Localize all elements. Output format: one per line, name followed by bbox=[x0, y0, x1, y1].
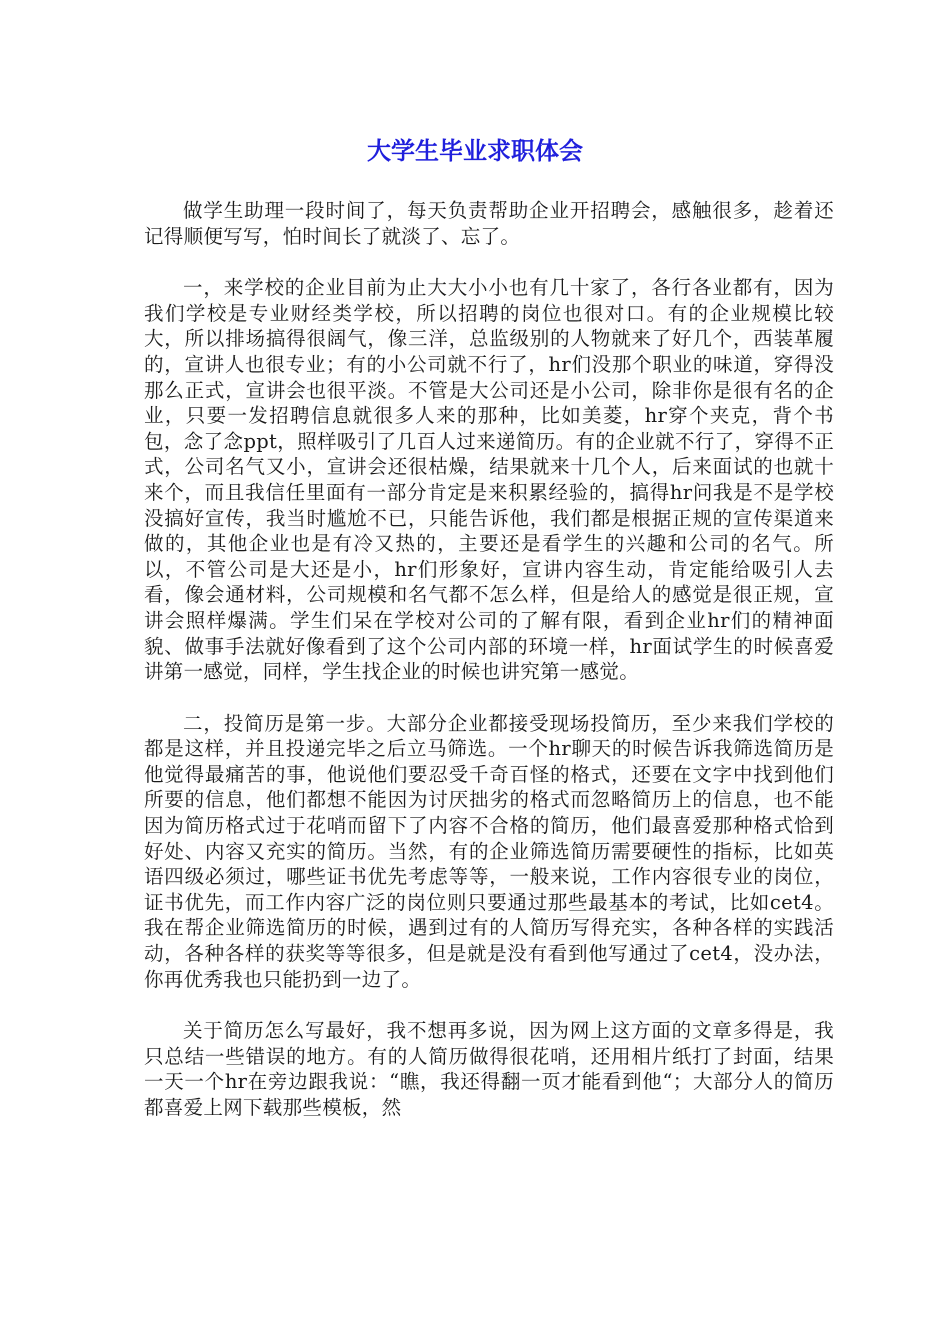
paragraph-4: 关于简历怎么写最好，我不想再多说，因为网上这方面的文章多得是，我只总结一些错误的地方。有的人简历做得很花哨，还用相片纸打了封面，结果一天一个hr在旁边跟我说：“瞧，我还得翻一页才能看到他“；大部分人的简历都喜爱上网下载那些模板，然 bbox=[144, 1019, 834, 1119]
paragraph-2: 一，来学校的企业目前为止大大小小也有几十家了，各行各业都有，因为我们学校是专业财经类学校，所以招聘的岗位也很对口。有的企业规模比较大，所以排场搞得很阔气，像三洋，总监级别的人物就来了好几个，西装革履的，宣讲人也很专业；有的小公司就不行了，hr们没那个职业的味道，穿得没那么正式，宣讲会也很平淡。不管是大公司还是小公司，除非你是很有名的企业，只要一发招聘信息就很多人来的那种，比如美菱，hr穿个夹克，背个书包，念了念ppt，照样吸引了几百人过来递简历。有的企业就不行了，穿得不正式，公司名气又小，宣讲会还很枯燥，结果就来十几个人，后来面试的也就十来个，而且我信任里面有一部分肯定是来积累经验的，搞得hr问我是不是学校没搞好宣传，我当时尴尬不已，只能告诉他，我们都是根据正规的宣传渠道来做的，其他企业也是有冷又热的，主要还是看学生的兴趣和公司的名气。所以，不管公司是大还是小，hr们形象好，宣讲内容生动，肯定能给吸引人去看，像会通材料，公司规模和名气都不怎么样，但是给人的感觉是很正规，宣讲会照样爆满。学生们呆在学校对公司的了解有限，看到企业hr们的精神面貌、做事手法就好像看到了这个公司内部的环境一样，hr面试学生的时候喜爱讲第一感觉，同样，学生找企业的时候也讲究第一感觉。 bbox=[144, 276, 834, 684]
document-body bbox=[144, 198, 834, 1147]
paragraph-1: 做学生助理一段时间了，每天负责帮助企业开招聘会，感触很多，趁着还记得顺便写写，怕时间长了就淡了、忘了。 bbox=[144, 199, 834, 248]
paragraph-3: 二，投简历是第一步。大部分企业都接受现场投简历，至少来我们学校的都是这样，并且投递完毕之后立马筛选。一个hr聊天的时候告诉我筛选简历是他觉得最痛苦的事，他说他们要忍受千奇百怪的格式，还要在文字中找到他们所要的信息，他们都想不能因为讨厌拙劣的格式而忽略简历上的信息，也不能因为简历格式过于花哨而留下了内容不合格的简历，他们最喜爱那种格式恰到好处、内容又充实的简历。当然，有的企业筛选简历需要硬性的指标，比如英语四级必须过，哪些证书优先考虑等等，一般来说，工作内容很专业的岗位，证书优先，而工作内容广泛的岗位则只要通过那些最基本的考试，比如cet4。我在帮企业筛选简历的时候，遇到过有的人简历写得充实，各种各样的实践活动，各种各样的获奖等等很多，但是就是没有看到他写通过了cet4，没办法，你再优秀我也只能扔到一边了。 bbox=[144, 711, 834, 991]
document-title: 大学生毕业求职体会 bbox=[367, 137, 583, 165]
